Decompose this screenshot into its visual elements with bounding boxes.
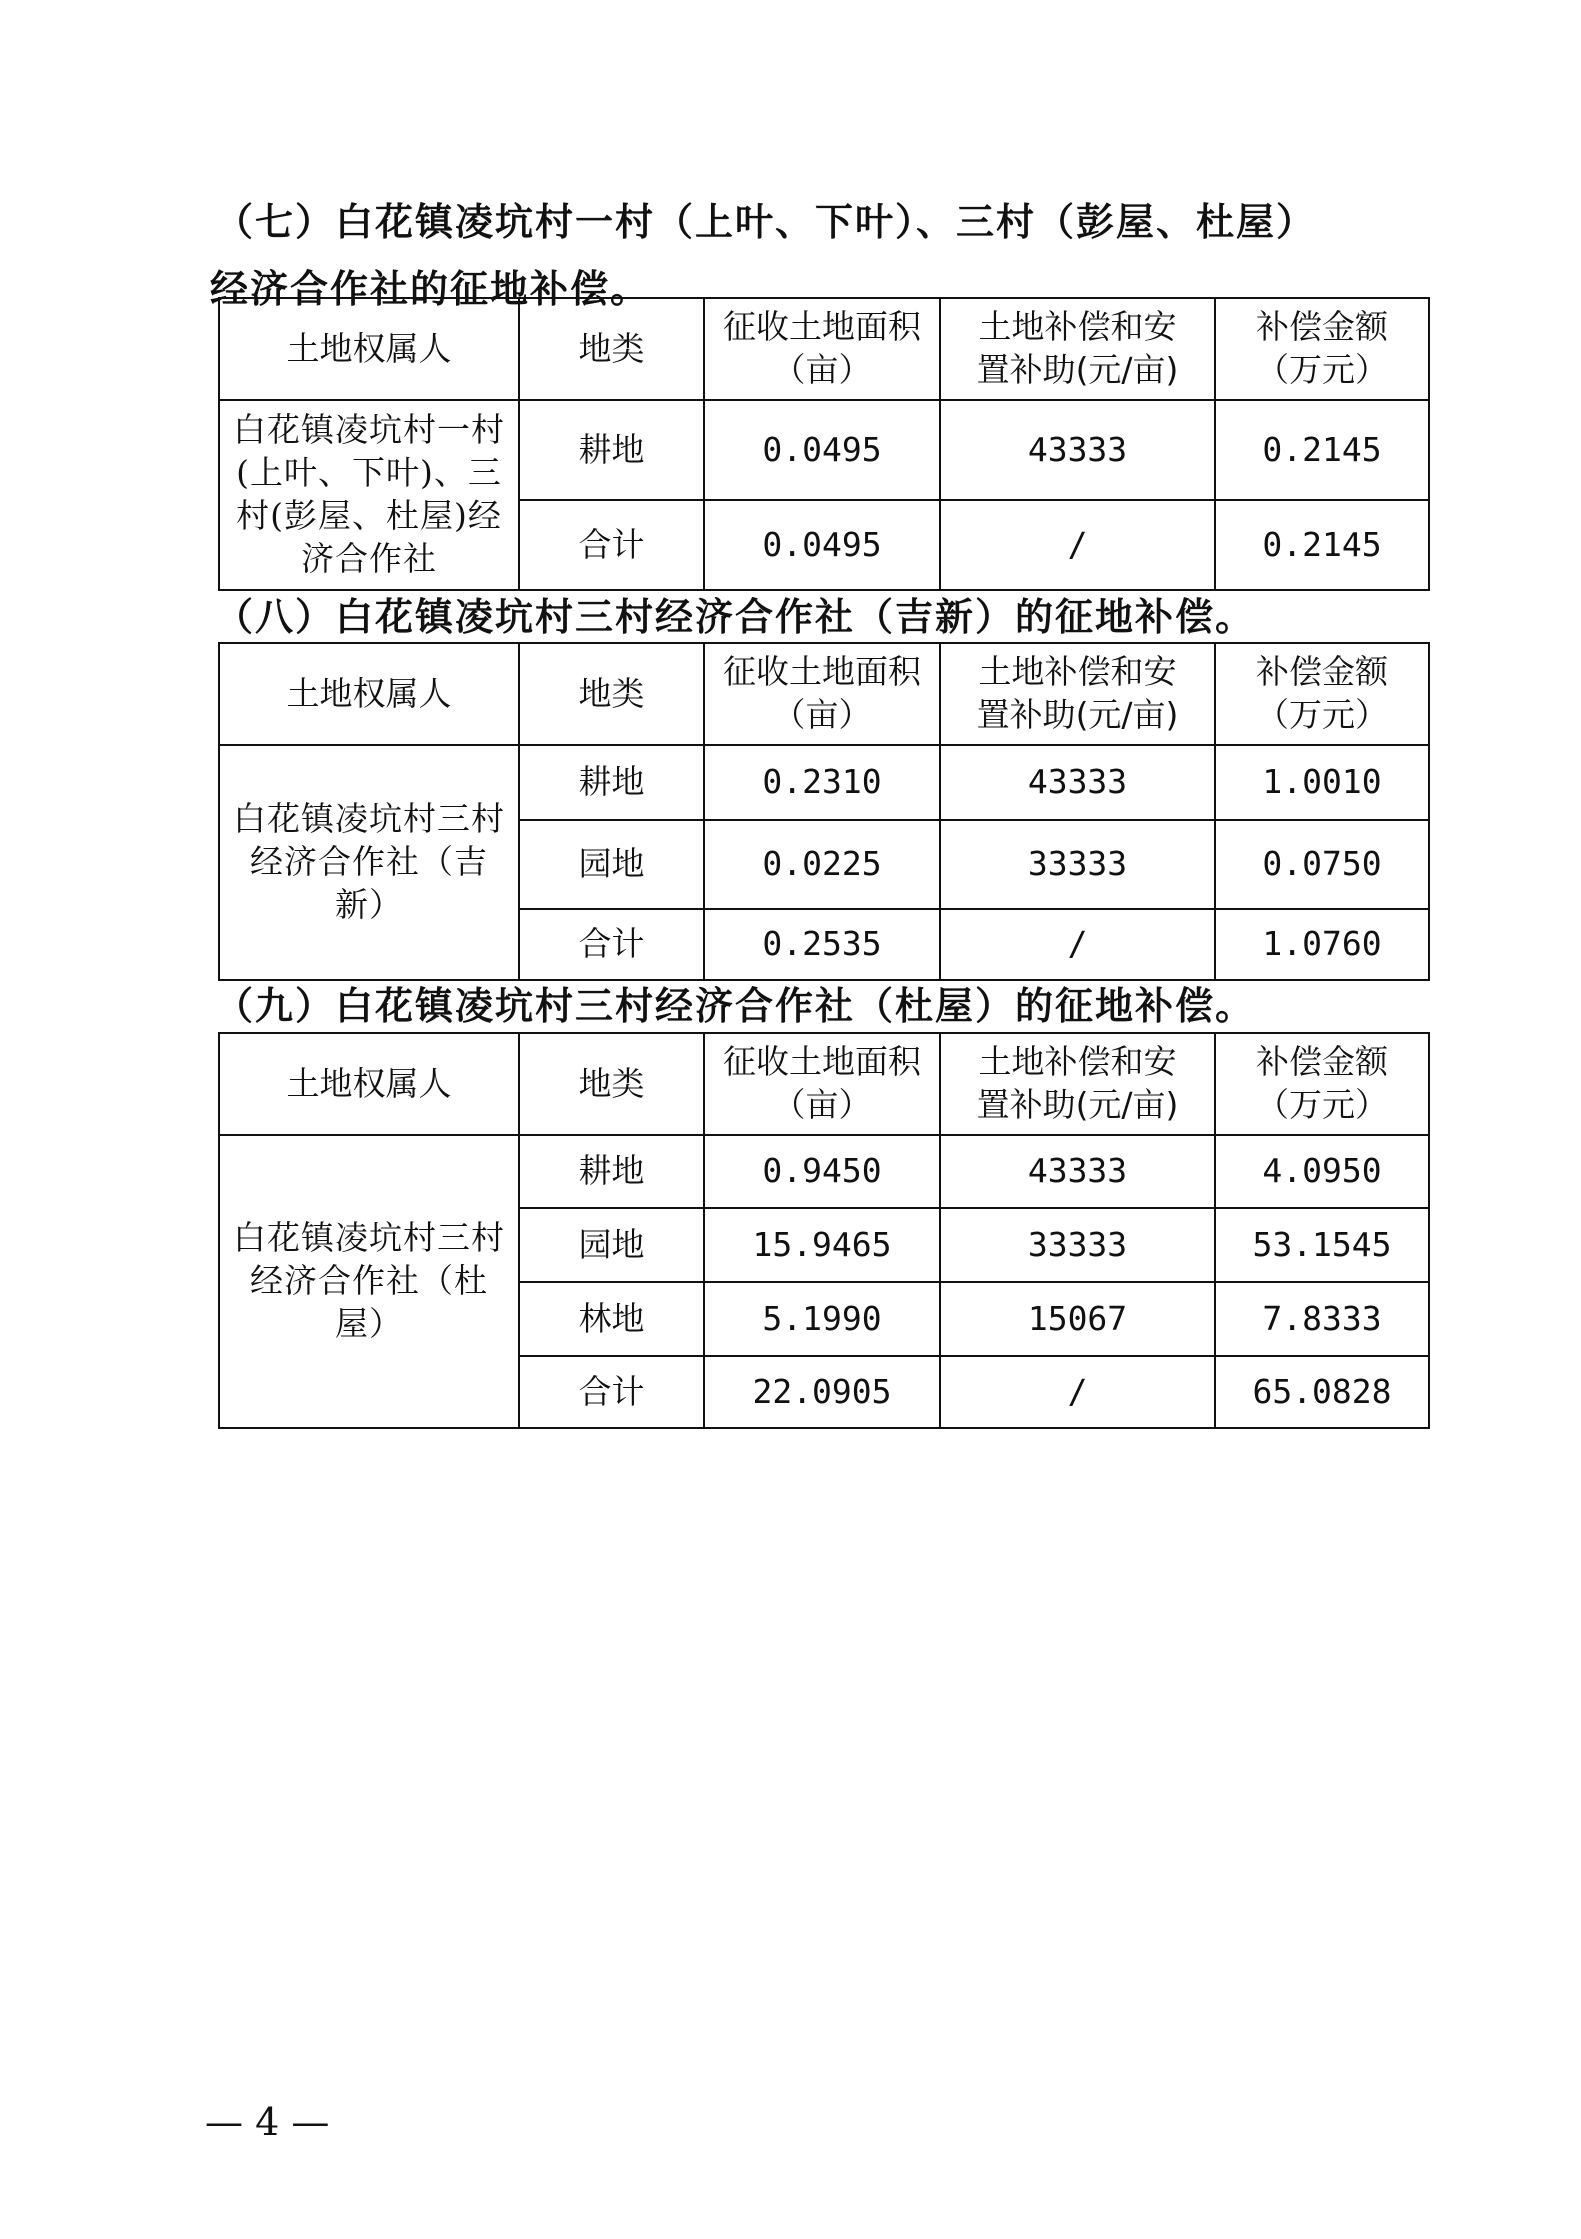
header-area-l2: （亩） — [772, 1085, 872, 1124]
header-rate-l1: 土地补偿和安 — [978, 1042, 1177, 1082]
header-amount-l2: （万元） — [1256, 350, 1388, 389]
header-area — [704, 298, 940, 400]
header-amount — [1215, 643, 1429, 745]
rate-cell: 43333 — [940, 745, 1215, 820]
header-area-l1: 征收土地面积 — [723, 1042, 921, 1082]
owner-cell: 白花镇凌坑村三村经济合作社（杜屋） — [219, 1135, 519, 1428]
table-row — [219, 400, 1429, 500]
header-owner: 土地权属人 — [219, 1033, 519, 1135]
header-area — [704, 643, 940, 745]
amount-cell: 0.0750 — [1215, 820, 1429, 909]
header-rate — [940, 298, 1215, 400]
section-8-heading: （八）白花镇凌坑村三村经济合作社（吉新）的征地补偿。 — [215, 595, 1256, 639]
area-cell: 0.9450 — [704, 1135, 940, 1208]
owner-cell: 白花镇凌坑村一村(上叶、下叶)、三村(彭屋、杜屋)经济合作社 — [219, 400, 519, 590]
land-type-cell: 合计 — [519, 909, 704, 980]
header-owner: 土地权属人 — [219, 298, 519, 400]
amount-cell: 1.0760 — [1215, 909, 1429, 980]
table-row — [219, 1135, 1429, 1208]
land-type-cell: 合计 — [519, 500, 704, 590]
table-header-row — [219, 643, 1429, 745]
rate-cell: 33333 — [940, 1208, 1215, 1282]
land-type-cell: 耕地 — [519, 1135, 704, 1208]
table-row — [219, 745, 1429, 820]
amount-cell: 0.2145 — [1215, 400, 1429, 500]
land-type-cell: 合计 — [519, 1356, 704, 1428]
area-cell: 15.9465 — [704, 1208, 940, 1282]
land-type-cell: 耕地 — [519, 745, 704, 820]
header-amount-l1: 补偿金额 — [1256, 1042, 1388, 1082]
land-type-cell: 园地 — [519, 1208, 704, 1282]
rate-cell: / — [940, 1356, 1215, 1428]
section-9-heading: （九）白花镇凌坑村三村经济合作社（杜屋）的征地补偿。 — [215, 984, 1256, 1028]
header-area-l1: 征收土地面积 — [723, 307, 921, 347]
rate-cell: 33333 — [940, 820, 1215, 909]
amount-cell: 65.0828 — [1215, 1356, 1429, 1428]
header-rate-l1: 土地补偿和安 — [978, 307, 1177, 347]
header-rate-l2: 置补助(元/亩) — [976, 1085, 1179, 1124]
compensation-table-7 — [218, 297, 1430, 591]
section-7-heading-cont: 经济合作社的征地补偿。 — [210, 267, 651, 311]
page-number: — 4 — — [205, 2100, 330, 2144]
rate-cell: / — [940, 909, 1215, 980]
header-rate — [940, 1033, 1215, 1135]
header-owner: 土地权属人 — [219, 643, 519, 745]
section-7-heading: （七）白花镇凌坑村一村（上叶、下叶）、三村（彭屋、杜屋） — [215, 200, 1317, 244]
rate-cell: 43333 — [940, 1135, 1215, 1208]
compensation-table-9 — [218, 1032, 1430, 1429]
header-area-l2: （亩） — [772, 350, 872, 389]
header-rate-l2: 置补助(元/亩) — [976, 350, 1179, 389]
header-type: 地类 — [519, 643, 704, 745]
area-cell: 0.0495 — [704, 400, 940, 500]
area-cell: 0.2310 — [704, 745, 940, 820]
area-cell: 22.0905 — [704, 1356, 940, 1428]
area-cell: 0.0225 — [704, 820, 940, 909]
header-area-l1: 征收土地面积 — [723, 652, 921, 692]
header-amount — [1215, 298, 1429, 400]
header-amount-l1: 补偿金额 — [1256, 307, 1388, 347]
amount-cell: 1.0010 — [1215, 745, 1429, 820]
header-type: 地类 — [519, 298, 704, 400]
land-type-cell: 园地 — [519, 820, 704, 909]
header-rate — [940, 643, 1215, 745]
land-type-cell: 林地 — [519, 1282, 704, 1356]
amount-cell: 53.1545 — [1215, 1208, 1429, 1282]
rate-cell: 43333 — [940, 400, 1215, 500]
table-header-row — [219, 298, 1429, 400]
header-area-l2: （亩） — [772, 695, 872, 734]
compensation-table-8 — [218, 642, 1430, 981]
header-amount — [1215, 1033, 1429, 1135]
area-cell: 0.2535 — [704, 909, 940, 980]
amount-cell: 4.0950 — [1215, 1135, 1429, 1208]
header-area — [704, 1033, 940, 1135]
area-cell: 0.0495 — [704, 500, 940, 590]
header-amount-l2: （万元） — [1256, 1085, 1388, 1124]
header-amount-l1: 补偿金额 — [1256, 652, 1388, 692]
header-amount-l2: （万元） — [1256, 695, 1388, 734]
header-rate-l1: 土地补偿和安 — [978, 652, 1177, 692]
owner-cell: 白花镇凌坑村三村经济合作社（吉新） — [219, 745, 519, 980]
land-type-cell: 耕地 — [519, 400, 704, 500]
amount-cell: 0.2145 — [1215, 500, 1429, 590]
rate-cell: 15067 — [940, 1282, 1215, 1356]
header-rate-l2: 置补助(元/亩) — [976, 695, 1179, 734]
rate-cell: / — [940, 500, 1215, 590]
area-cell: 5.1990 — [704, 1282, 940, 1356]
table-header-row — [219, 1033, 1429, 1135]
amount-cell: 7.8333 — [1215, 1282, 1429, 1356]
header-type: 地类 — [519, 1033, 704, 1135]
